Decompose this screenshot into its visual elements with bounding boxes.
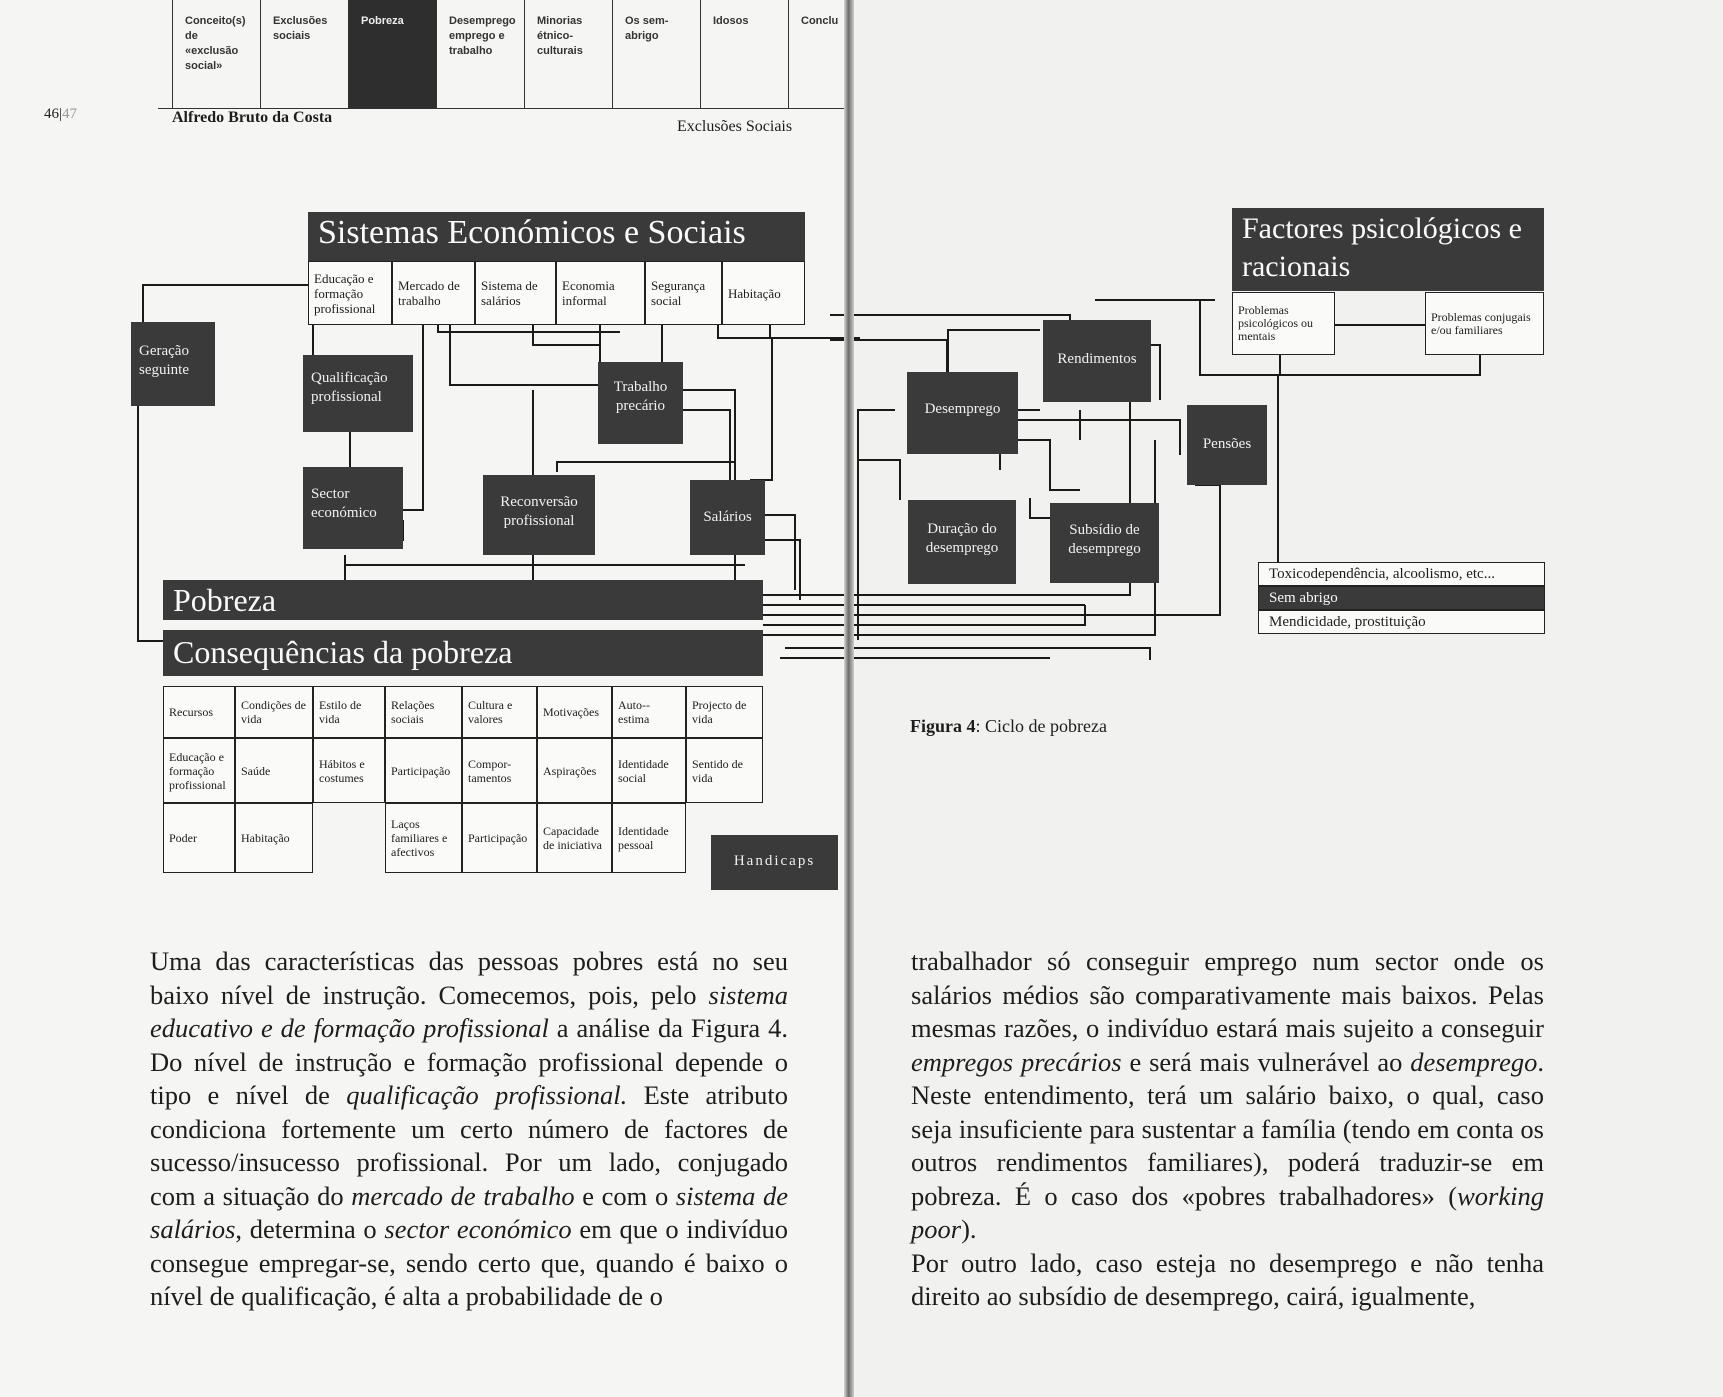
sistemas-cell: Sistema de salários [475,261,556,325]
pobreza-bar: Pobreza [163,580,763,620]
text-run: a análise da Figura 4. Do nível de instrução e formação profissional depende o tipo e nível de [150,1013,788,1110]
figure-caption-text: : Ciclo de pobreza [975,716,1107,736]
pensoes-box: Pensões [1187,405,1267,485]
geracao-seguinte-box: Geração seguinte [131,322,215,406]
duracao-desemprego-box: Duração do desemprego [908,500,1016,584]
page-numbers: 46|47 [44,106,78,122]
chapter-tab[interactable]: Exclusões sociais [261,0,349,108]
text-run: Este atributo condiciona fortemente um certo número de factores de sucesso/insucesso profissional. Por um lado, conjugado com a situação do [150,1080,788,1211]
rendimentos-box: Rendimentos [1043,320,1151,402]
text-run: , determina o [235,1214,385,1244]
sistemas-cell: Segurança social [645,261,722,325]
consequencia-cell: Poder [163,803,235,873]
qualificacao-box: Qualificação profissional [303,355,413,432]
consequencia-cell: Hábitos e costumes [313,738,385,803]
text-run: empregos precários [911,1046,1122,1077]
body-text-left [150,945,788,1314]
text-run: mercado de trabalho [351,1180,575,1211]
text-run: desemprego [1410,1046,1538,1077]
folio-current: 46 [44,106,59,122]
consequencias-title: Consequências da pobreza [163,630,763,676]
chapter-tab[interactable]: Pobreza [349,0,437,108]
text-run: trabalhador só conseguir emprego num sector onde os salários médios são comparativamente mais baixos. Pelas mesmas razões, o indivíduo estará mais sujeito a conseguir [911,946,1544,1043]
running-head-title: Exclusões Sociais [677,118,793,135]
running-head-author: Alfredo Bruto da Costa [172,109,333,126]
factores-title: Factores psicológicos e racionais [1232,208,1544,291]
chapter-tab[interactable]: Conclu [789,0,849,108]
figure-caption [910,716,1107,737]
chapter-tab[interactable]: Idosos [701,0,789,108]
problemas-psicologicos-cell: Problemas psicológicos ou mentais [1232,292,1335,355]
reconversao-box: Reconversão profissional [483,475,595,555]
figure-caption-label: Figura 4 [910,716,976,736]
consequencia-cell: Projecto de vida [686,686,763,738]
book-gutter [844,0,854,1397]
consequencia-cell: Identidade pessoal [612,803,686,873]
consequencia-cell: Estilo de vida [313,686,385,738]
chapter-tab[interactable]: Desemprego emprego e trabalho [437,0,525,108]
text-run: qualificação profissional. [346,1080,628,1110]
text-run: e será mais vulnerável ao [1121,1046,1411,1077]
consequencia-cell: Educação e formação profissional [163,738,235,803]
consequencia-cell: Participação [385,738,462,803]
problemas-conjugais-cell: Problemas conjugais e/ou familiares [1425,292,1544,355]
consequencia-cell: Recursos [163,686,235,738]
consequencia-cell: Participação [462,803,537,873]
consequencia-cell: Sentido de vida [686,738,763,803]
text-run: . Neste entendimento, terá um salário baixo, o qual, caso seja insuficiente para sustentar a família (tendo em conta os outros rendimentos familiares), poderá traduzir-se em pobreza. É o caso dos «pobres trabalhadores» ( [911,1046,1544,1211]
chapter-tab[interactable]: Minorias étnico-culturais [525,0,613,108]
consequencia-cell: Saúde [235,738,313,803]
handicaps-box: Handicaps [711,835,838,890]
outcome-row: Toxicodependência, alcoolismo, etc... [1258,562,1545,586]
text-run: sistema de salários [150,1180,788,1244]
consequencia-cell: Compor-tamentos [462,738,537,803]
text-run: sistema educativo e de formação profissional [150,979,788,1043]
sistemas-title: Sistemas Económicos e Sociais [308,212,805,261]
consequencia-cell: Aspirações [537,738,612,803]
outcome-row: Mendicidade, prostituição [1258,610,1545,634]
outcome-row: Sem abrigo [1258,586,1545,610]
consequencia-cell: Habitação [235,803,313,873]
text-run: working poor [911,1180,1544,1244]
salarios-box: Salários [690,480,765,555]
text-run: Uma das características das pessoas pobres está no seu baixo nível de instrução. Comecemos, pois, pelo [150,946,788,1010]
consequencia-cell: Laços familiares e afectivos [385,803,462,873]
desemprego-box: Desemprego [907,372,1018,454]
sistemas-cell: Mercado de trabalho [392,261,475,325]
sistemas-cell: Economia informal [556,261,645,325]
chapter-tab[interactable]: Conceito(s) de «exclusão social» [173,0,261,108]
folio-next: 47 [62,106,78,122]
consequencia-cell: Condições de vida [235,686,313,738]
consequencia-cell: Capacidade de iniciativa [537,803,612,873]
text-run: ). [961,1214,977,1244]
sector-economico-box: Sector económico [303,467,403,549]
body-text-right-paragraph-2: Por outro lado, caso esteja no desemprego e não tenha direito ao subsídio de desemprego, cairá, igualmente, [911,1247,1544,1311]
trabalho-precario-box: Trabalho precário [598,362,683,444]
text-run: sector económico [384,1214,572,1244]
body-text-right [911,945,1544,1314]
consequencia-cell: Relações sociais [385,686,462,738]
sistemas-cell: Habitação [722,261,805,325]
consequencia-cell: Auto--estima [612,686,686,738]
consequencia-cell: Cultura e valores [462,686,537,738]
chapter-tab[interactable]: Os sem-abrigo [613,0,701,108]
consequencia-cell: Motivações [537,686,612,738]
sistemas-cell: Educação e formação profissional [308,261,392,325]
consequencia-cell: Identidade social [612,738,686,803]
text-run: e com o [574,1180,676,1211]
subsidio-desemprego-box: Subsídio de desemprego [1050,503,1159,583]
text-run: em que o indivíduo consegue empregar-se, sendo certo que, quando é baixo o nível de qualificação, é alta a probabilidade de o [150,1214,788,1311]
